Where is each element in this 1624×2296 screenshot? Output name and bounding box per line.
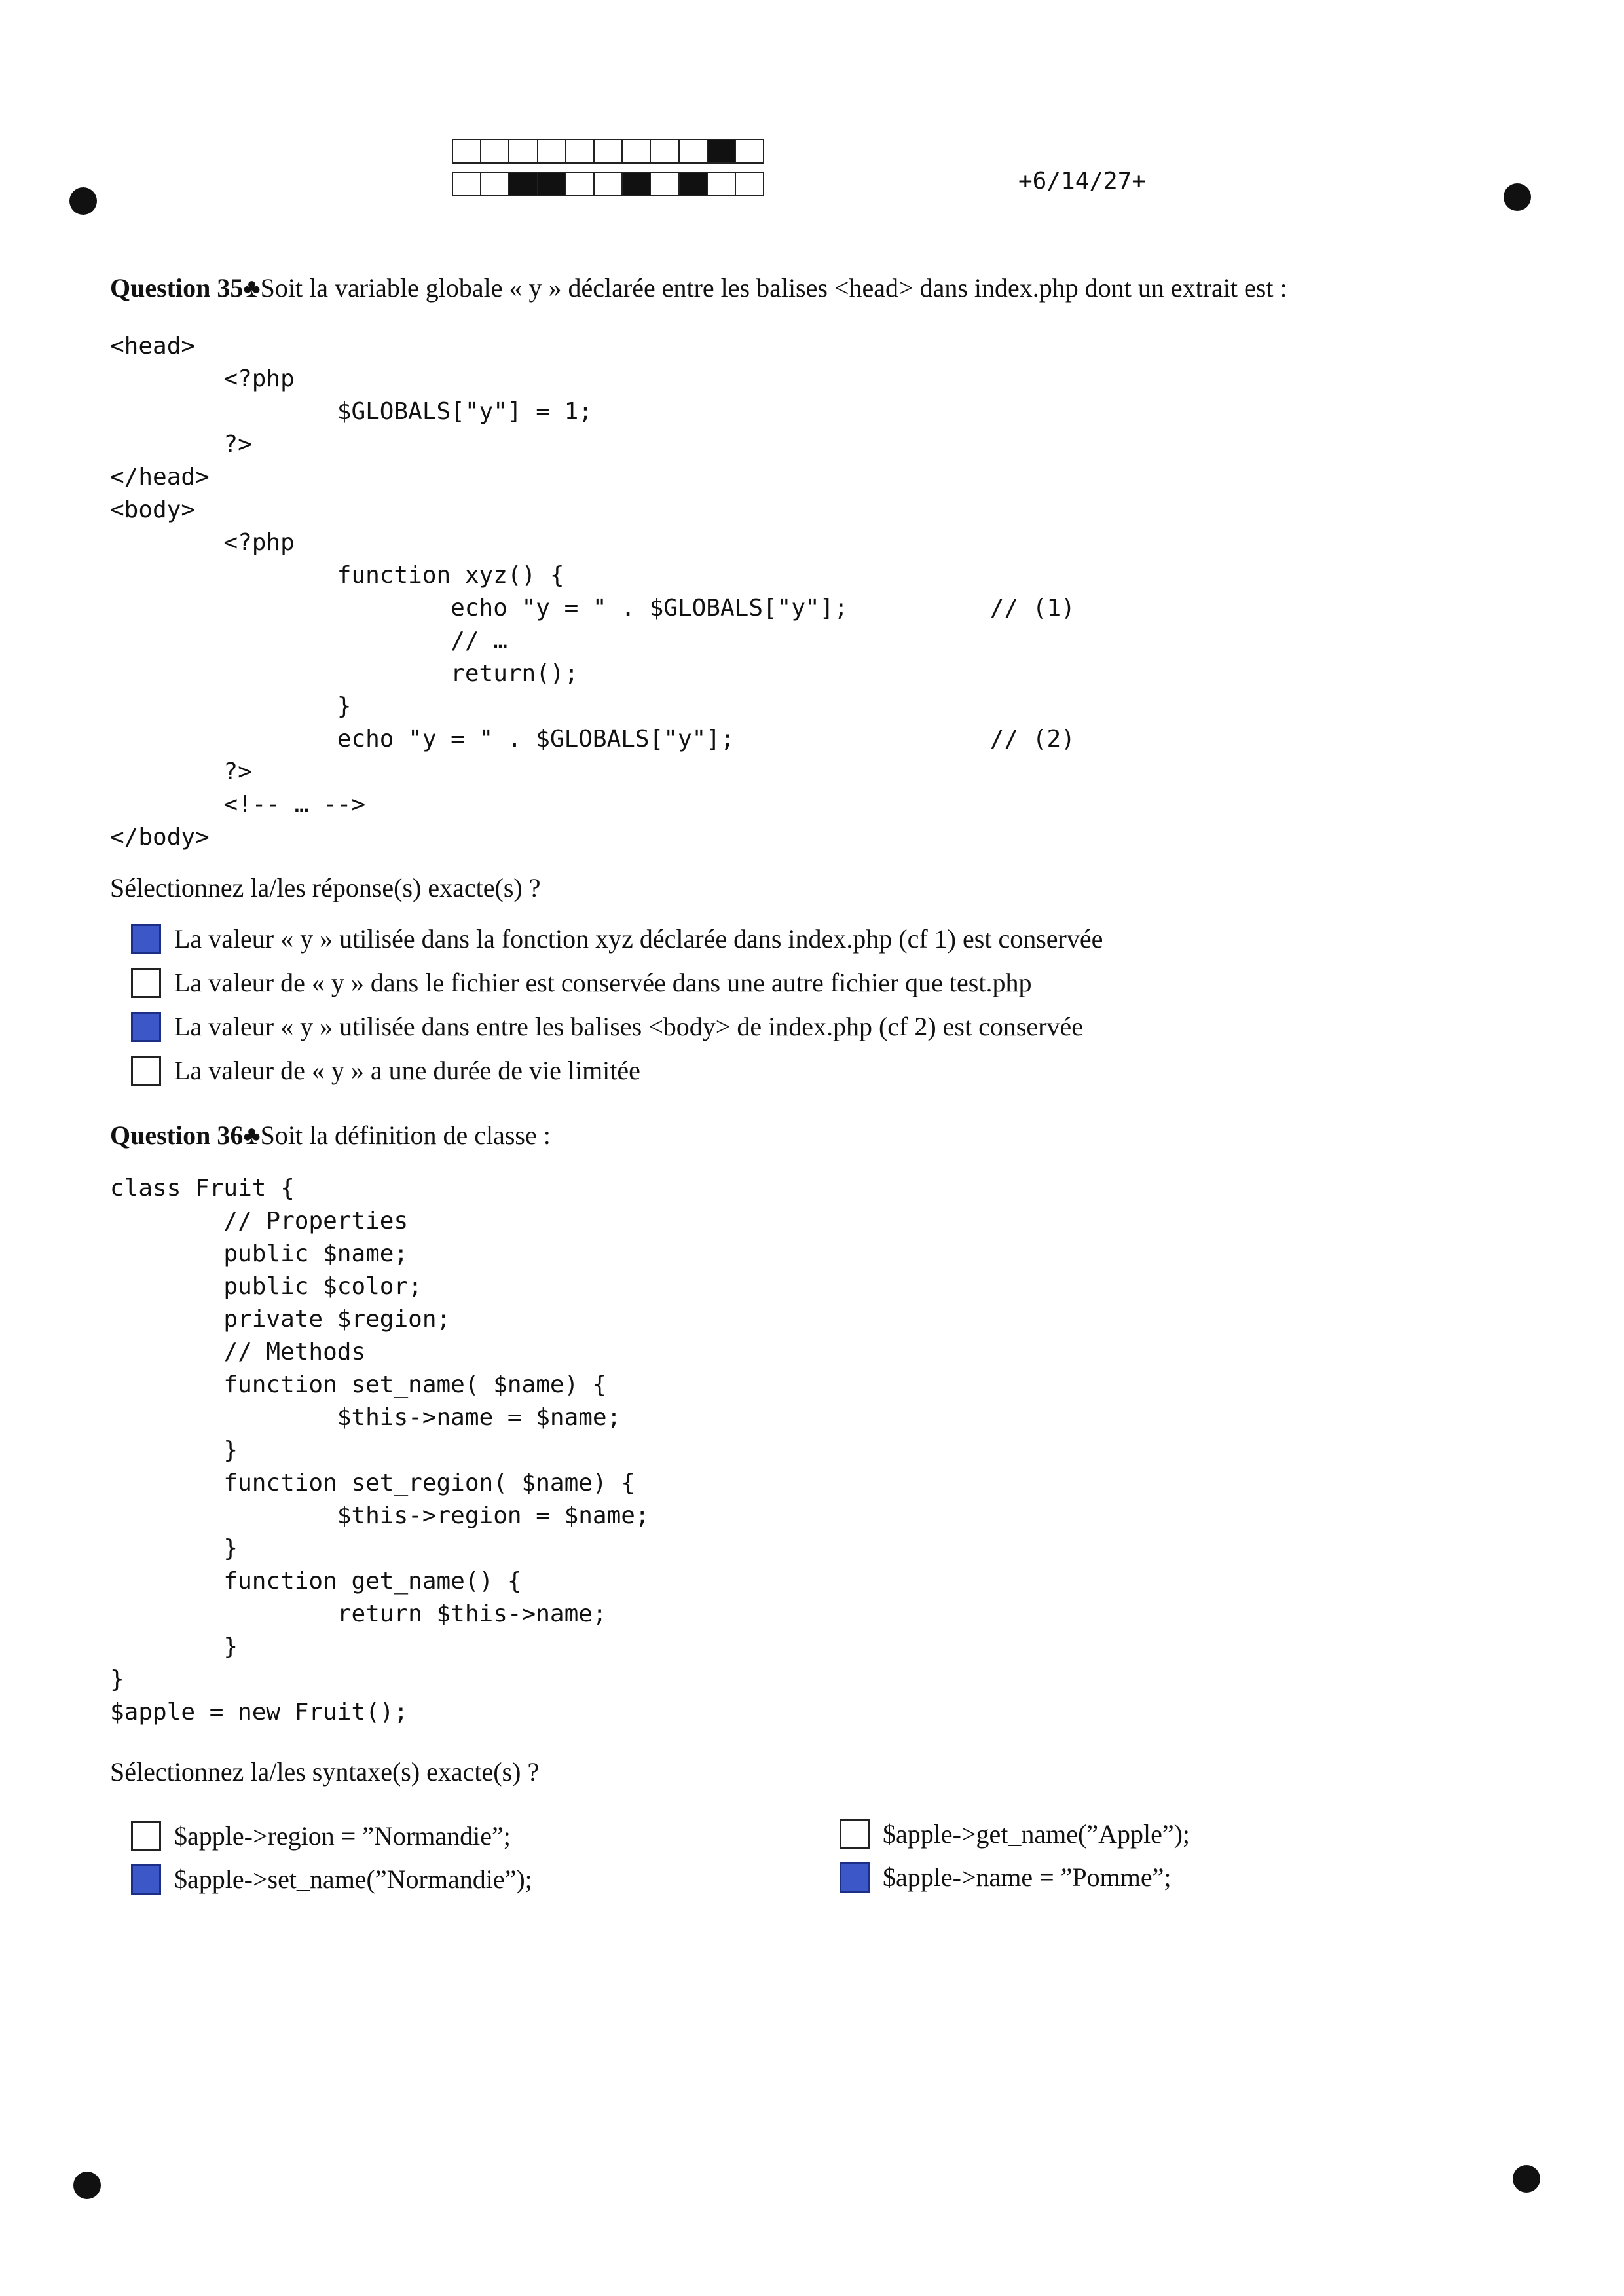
header-bar-code-bottom bbox=[452, 172, 763, 196]
q35-option-3[interactable] bbox=[131, 1011, 1083, 1042]
bar-cell bbox=[480, 139, 509, 164]
registration-mark-bottom-right bbox=[1513, 2165, 1540, 2193]
club-icon: ♣ bbox=[243, 1120, 261, 1150]
q36-option-4-label: $apple->name = ”Pomme”; bbox=[883, 1862, 1172, 1892]
q35-option-4[interactable] bbox=[131, 1055, 640, 1086]
bar-cell bbox=[452, 172, 481, 196]
bar-cell bbox=[537, 172, 566, 196]
q36-option-3-checkbox[interactable] bbox=[131, 1864, 161, 1895]
q35-option-4-checkbox[interactable] bbox=[131, 1056, 161, 1086]
q35-option-2-checkbox[interactable] bbox=[131, 968, 161, 998]
q35-option-3-checkbox[interactable] bbox=[131, 1012, 161, 1042]
bar-cell bbox=[537, 139, 566, 164]
registration-mark-top-right bbox=[1504, 183, 1531, 211]
bar-cell bbox=[735, 172, 764, 196]
q36-option-2[interactable] bbox=[840, 1819, 1190, 1849]
bar-cell bbox=[621, 172, 651, 196]
question-35-prompt: Sélectionnez la/les réponse(s) exacte(s) ? bbox=[110, 873, 541, 902]
q36-option-1[interactable] bbox=[131, 1821, 511, 1851]
registration-mark-top-left bbox=[69, 187, 97, 215]
q35-option-3-label: La valeur « y » utilisée dans entre les balises <body> de index.php (cf 2) est conservée bbox=[174, 1012, 1084, 1041]
q36-option-2-label: $apple->get_name(”Apple”); bbox=[883, 1819, 1190, 1849]
question-35-heading bbox=[110, 272, 1287, 303]
q35-option-2[interactable] bbox=[131, 967, 1031, 998]
bar-cell bbox=[621, 139, 651, 164]
registration-mark-bottom-left bbox=[73, 2172, 101, 2199]
bar-cell bbox=[707, 139, 736, 164]
bar-cell bbox=[593, 139, 623, 164]
question-36-title: Question 36 bbox=[110, 1120, 244, 1150]
q35-option-1[interactable] bbox=[131, 923, 1103, 954]
question-36-statement: Soit la définition de classe : bbox=[260, 1120, 551, 1150]
bar-cell bbox=[593, 172, 623, 196]
header-bar-code-top bbox=[452, 139, 763, 164]
bar-cell bbox=[565, 172, 595, 196]
q36-option-4[interactable] bbox=[840, 1862, 1172, 1893]
bar-cell bbox=[678, 172, 708, 196]
q36-option-1-checkbox[interactable] bbox=[131, 1821, 161, 1851]
question-35-statement: Soit la variable globale « y » déclarée entre les balises <head> dans index.php dont un extrait est : bbox=[260, 273, 1287, 303]
q36-option-4-checkbox[interactable] bbox=[840, 1862, 870, 1893]
q35-option-1-checkbox[interactable] bbox=[131, 924, 161, 954]
bar-cell bbox=[707, 172, 736, 196]
q35-option-1-label: La valeur « y » utilisée dans la fonction xyz déclarée dans index.php (cf 1) est conservée bbox=[174, 924, 1103, 954]
bar-cell bbox=[650, 139, 679, 164]
bar-cell bbox=[650, 172, 679, 196]
bar-cell bbox=[452, 139, 481, 164]
q36-option-2-checkbox[interactable] bbox=[840, 1819, 870, 1849]
bar-cell bbox=[678, 139, 708, 164]
question-35-code: <head> <?php $GLOBALS["y"] = 1; ?> </head> <body> <?php function xyz() { echo "y = " . $GLOBALS["y"]; // (1) // … return(); } echo "y = " . $GLOBALS["y"]; // (2) ?> <!-- … --> </body> bbox=[110, 333, 1075, 851]
q36-option-1-label: $apple->region = ”Normandie”; bbox=[174, 1821, 511, 1851]
bar-cell bbox=[565, 139, 595, 164]
q35-option-4-label: La valeur de « y » a une durée de vie limitée bbox=[174, 1056, 640, 1085]
q36-option-3-label: $apple->set_name(”Normandie”); bbox=[174, 1864, 532, 1894]
bar-cell bbox=[508, 139, 538, 164]
q36-option-3[interactable] bbox=[131, 1864, 532, 1895]
q35-option-2-label: La valeur de « y » dans le fichier est conservée dans une autre fichier que test.php bbox=[174, 968, 1032, 997]
bar-cell bbox=[480, 172, 509, 196]
bar-cell bbox=[735, 139, 764, 164]
club-icon: ♣ bbox=[243, 273, 261, 303]
question-36-code: class Fruit { // Properties public $name; public $color; private $region; // Methods function set_name( $name) { $this->name = $name; } function set_region( $name) { $this->region = $name; } function get_name() { return $this->name; } } $apple = new Fruit(); bbox=[110, 1175, 650, 1726]
page-id: +6/14/27+ bbox=[1018, 168, 1147, 194]
question-35-title: Question 35 bbox=[110, 273, 244, 303]
question-36-heading bbox=[110, 1120, 551, 1151]
question-36-prompt: Sélectionnez la/les syntaxe(s) exacte(s) ? bbox=[110, 1757, 540, 1787]
bar-cell bbox=[508, 172, 538, 196]
